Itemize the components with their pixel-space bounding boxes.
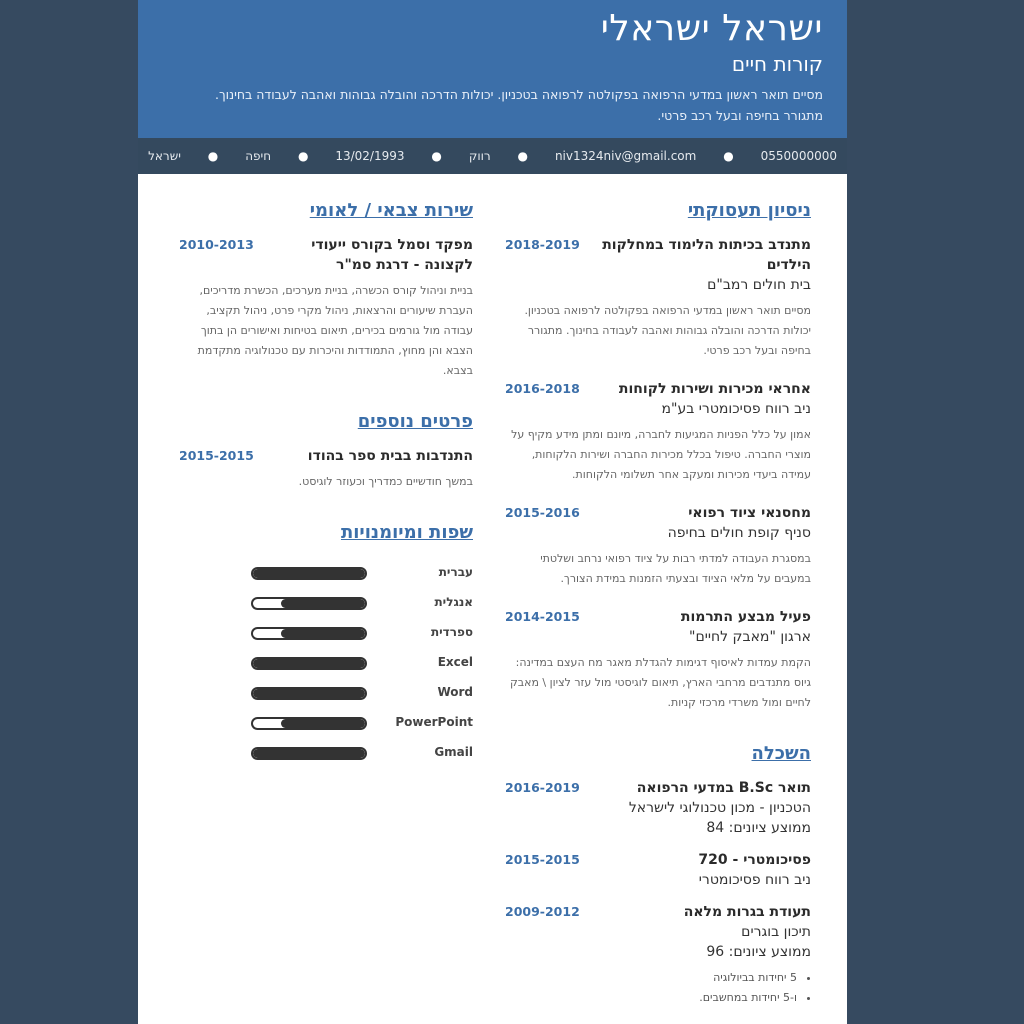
skill-label: Excel [437, 655, 473, 669]
bullet-dot-icon: ● [297, 149, 309, 163]
entry-extra: ממוצע ציונים: 84 [706, 820, 811, 836]
education-entry [505, 902, 811, 1008]
entry-description: הקמת עמדות לאיסוף דגימות להגדלת מאגר מח העצם במדינה: גיוס מתנדבים מרחבי הארץ, תיאום לוגיסטי מול עזר לציון \ מאבק לחיים ומול משרדי מרכזי קניות. [509, 656, 811, 709]
experience-entry [505, 607, 811, 713]
bullet-dot-icon: ● [431, 149, 442, 163]
skill-row [179, 707, 473, 737]
skill-label: ספרדית [430, 625, 473, 639]
skill-row [179, 677, 473, 707]
skill-level-bar [251, 567, 367, 580]
skill-level-fill [253, 569, 365, 578]
resume-header [138, 0, 847, 138]
skill-level-bar [251, 657, 367, 670]
contact-bar [138, 138, 847, 174]
entry-role: מחסנאי ציוד רפואי [688, 505, 811, 521]
skills-section-title: שפות ומיומנויות [340, 522, 473, 543]
skill-level-fill [281, 629, 365, 638]
skill-label: עברית [438, 565, 473, 579]
education-entry [505, 850, 811, 890]
skill-level-fill [281, 719, 365, 728]
entry-role: תעודת בגרות מלאה [683, 904, 811, 920]
skill-row [179, 587, 473, 617]
entry-date: 2015-2015 [505, 852, 580, 867]
entry-date: 2015-2016 [505, 505, 580, 520]
entry-place: ניב רווח פסיכומטרי בע"מ [661, 401, 811, 417]
skill-level-fill [253, 689, 365, 698]
entry-date: 2018-2019 [505, 237, 580, 252]
contact-phone: 0550000000 [760, 149, 837, 163]
right-column [505, 200, 811, 1008]
contact-country: ישראל [148, 149, 181, 163]
experience-section-title: ניסיון תעסוקתי [687, 200, 811, 221]
entry-description: בניית וניהול קורס הכשרה, בניית מערכים, הכשרת מדריכים, העברת שיעורים והרצאות, ניהול מקרי פרט, ניהול תקציב, עבודה מול גורמים בכירים, תיאום בטיחות ואישורים הן בתוך הצבא והן מחוץ, התמודדות והיכרות עם טכנולוגיה מתקדמת בצבא. [197, 284, 473, 377]
skill-label: אנגלית [434, 595, 473, 609]
entry-description: במשך חודשיים כמדריך וכעוזר לוגיסט. [298, 475, 473, 488]
skill-row [179, 647, 473, 677]
skill-level-fill [253, 659, 365, 668]
skill-row [179, 557, 473, 587]
experience-entry [505, 503, 811, 589]
bullet-dot-icon: ● [517, 149, 529, 163]
document-title: קורות חיים [731, 52, 823, 76]
entry-description: מסיים תואר ראשון במדעי הרפואה בפקולטה לרפואה בטכניון. יכולות הדרכה והובלה גבוהות ואהבה לעבודה בחינוך. מתגורר בחיפה ובעל רכב פרטי. [524, 304, 811, 357]
entry-place: ניב רווח פסיכומטרי [698, 872, 811, 888]
skill-level-bar [251, 747, 367, 760]
left-column [179, 200, 473, 767]
entry-role: פעיל מבצע התרמות [680, 609, 811, 625]
entry-place: תיכון בוגרים [741, 924, 811, 940]
contact-email: niv1324niv@gmail.com [554, 149, 697, 163]
entry-place: בית חולים רמב"ם [707, 277, 811, 293]
skill-level-bar [251, 687, 367, 700]
skill-label: Word [437, 685, 473, 699]
bullet-dot-icon: ● [207, 149, 219, 163]
entry-place: ארגון "מאבק לחיים" [689, 629, 811, 645]
contact-status: רווק [468, 149, 491, 163]
entry-extra: ממוצע ציונים: 96 [706, 944, 811, 960]
military-entry [179, 235, 473, 381]
skill-level-bar [251, 717, 367, 730]
entry-date: 2010-2013 [179, 237, 254, 252]
education-entry [505, 778, 811, 838]
list-item: • ו-5 יחידות במחשבים. [505, 988, 797, 1008]
skill-label: Gmail [434, 745, 473, 759]
entry-date: 2016-2019 [505, 780, 580, 795]
entry-bullets [505, 968, 811, 1008]
entry-place: סניף קופת חולים בחיפה [667, 525, 811, 541]
contact-city: חיפה [245, 149, 272, 163]
skill-level-bar [251, 627, 367, 640]
skill-level-fill [281, 599, 365, 608]
list-item: • 5 יחידות בביולוגיה [505, 968, 797, 988]
military-section-title: שירות צבאי / לאומי [309, 200, 473, 221]
entry-role: אחראי מכירות ושירות לקוחות [618, 381, 811, 397]
skills-list [179, 557, 473, 767]
entry-description: במסגרת העבודה למדתי רבות על ציוד רפואי נרחב ושלטתי במעבים על מלאי הציוד ובצעתי הזמנות במידת הצורך. [540, 552, 811, 585]
additional-entry [179, 446, 473, 492]
entry-date: 2016-2018 [505, 381, 580, 396]
entry-date: 2015-2015 [179, 448, 254, 463]
experience-entry [505, 379, 811, 485]
person-name: ישראל ישראלי [600, 8, 823, 49]
entry-role: פסיכומטרי - 720 [698, 852, 811, 868]
bullet-dot-icon: ● [723, 149, 734, 163]
contact-birthdate: 13/02/1993 [335, 149, 405, 163]
experience-entry [505, 235, 811, 361]
education-section-title: השכלה [751, 743, 811, 764]
skill-row [179, 617, 473, 647]
entry-place: הטכניון - מכון טכנולוגי לישראל [628, 800, 811, 816]
entry-description: אמון על כלל הפניות המגיעות לחברה, מיונם ומתן מידע מקיף על מוצרי החברה. טיפול בכלל מכירות החברה ושירות הלקוחות, עמידה ביעדי מכירות ומעקב אחר תשלומי הלקוחות. [511, 428, 811, 481]
skill-row [179, 737, 473, 767]
entry-date: 2009-2012 [505, 904, 580, 919]
entry-role: התנדבות בבית ספר בהודו [307, 448, 473, 464]
entry-role: תואר B.Sc במדעי הרפואה [636, 780, 811, 796]
additional-section-title: פרטים נוספים [357, 411, 473, 432]
entry-date: 2014-2015 [505, 609, 580, 624]
skill-level-fill [253, 749, 365, 758]
resume-page [138, 0, 847, 1024]
skill-level-bar [251, 597, 367, 610]
entry-role: מפקד וסמל בקורס ייעודי לקצונה - דרגת סמ"ר [311, 237, 473, 273]
skill-label: PowerPoint [395, 715, 473, 729]
entry-role: מתנדב בכיתות הלימוד במחלקות הילדים [602, 237, 811, 273]
header-summary: מסיים תואר ראשון במדעי הרפואה בפקולטה לרפואה בטכניון. יכולות הדרכה והובלה גבוהות ואהבה לעבודה בחינוך. מתגורר בחיפה ובעל רכב פרטי. [214, 87, 823, 123]
